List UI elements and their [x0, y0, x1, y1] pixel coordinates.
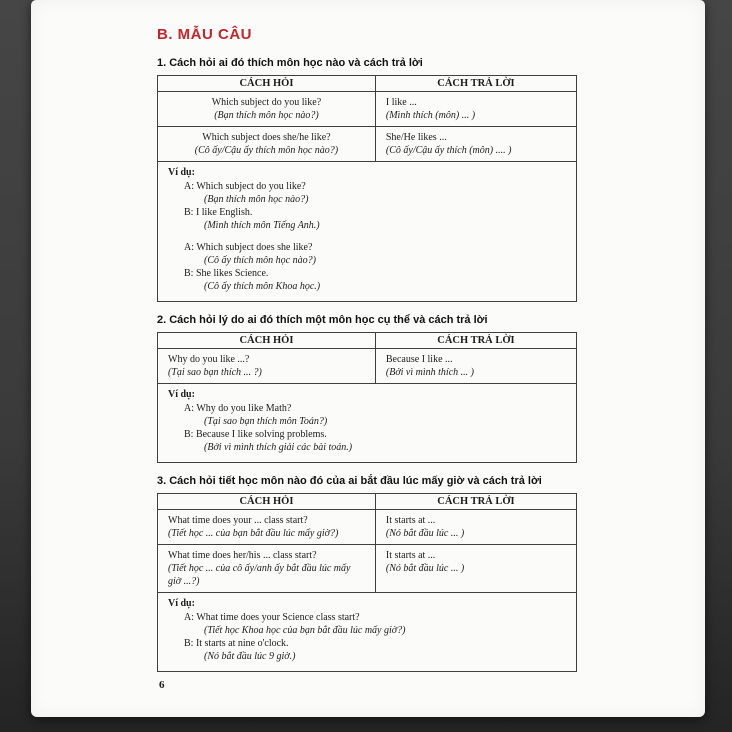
example-dialogue: [168, 180, 566, 232]
section-1-heading: 1. Cách hỏi ai đó thích môn học nào và cách trả lời: [157, 57, 423, 69]
column-header-answer: CÁCH TRẢ LỜI: [375, 76, 576, 92]
answer-vi: (Nó bắt đầu lúc ... ): [385, 563, 465, 574]
page-title: B. MẪU CÂU: [157, 26, 252, 43]
table-row: [158, 510, 577, 545]
example-label: Ví dụ:: [168, 598, 195, 609]
example-label: Ví dụ:: [168, 167, 195, 178]
example-dialogue: [168, 241, 566, 293]
example-row: [158, 593, 577, 672]
table-row: [158, 349, 577, 384]
column-header-question: CÁCH HỎI: [158, 76, 376, 92]
answer-vi: (Nó bắt đầu lúc ... ): [385, 528, 465, 539]
page-content: [31, 0, 587, 672]
example-line: (Cô ấy thích môn học nào?): [204, 255, 316, 266]
example-line: B: It starts at nine o'clock.: [184, 638, 289, 649]
answer-en: It starts at ...: [385, 550, 436, 561]
section-1: [157, 57, 587, 302]
table-header-row: [158, 333, 577, 349]
example-row: [158, 384, 577, 463]
example-line: B: She likes Science.: [184, 268, 269, 279]
section-2-table: [157, 332, 577, 463]
example-line: (Bởi vì mình thích giải các bài toán.): [204, 442, 353, 453]
example-dialogue: [168, 611, 566, 663]
question-vi: (Tiết học ... của cô ấy/anh ấy bắt đầu lúc mấy giờ ...?): [168, 563, 351, 587]
column-header-answer: CÁCH TRẢ LỜI: [375, 333, 576, 349]
answer-en: Because I like ...: [385, 354, 453, 365]
example-cell: [158, 162, 577, 302]
question-cell: [158, 545, 376, 593]
answer-cell: [375, 127, 576, 162]
column-header-question: CÁCH HỎI: [158, 494, 376, 510]
section-3-table: [157, 493, 577, 672]
example-line: B: I like English.: [184, 207, 253, 218]
book-page: [31, 0, 705, 717]
example-line: A: Which subject does she like?: [184, 242, 313, 253]
answer-en: She/He likes ...: [385, 132, 447, 143]
answer-en: It starts at ...: [385, 515, 436, 526]
question-en: Which subject do you like?: [211, 97, 322, 108]
section-3-heading: 3. Cách hỏi tiết học môn nào đó của ai bắt đầu lúc mấy giờ và cách trả lời: [157, 475, 542, 487]
question-en: Which subject does she/he like?: [202, 132, 331, 143]
column-header-question: CÁCH HỎI: [158, 333, 376, 349]
page-number: 6: [159, 679, 165, 691]
question-vi: (Bạn thích môn học nào?): [214, 110, 319, 121]
column-header-answer: CÁCH TRẢ LỜI: [375, 494, 576, 510]
example-label: Ví dụ:: [168, 389, 195, 400]
example-line: (Tiết học Khoa học của bạn bắt đầu lúc mấy giờ?): [204, 625, 406, 636]
section-3: [157, 475, 587, 672]
example-row: [158, 162, 577, 302]
example-line: A: Which subject do you like?: [184, 181, 306, 192]
question-cell: [158, 510, 376, 545]
question-cell: [158, 349, 376, 384]
table-header-row: [158, 494, 577, 510]
example-line: (Mình thích môn Tiếng Anh.): [204, 220, 320, 231]
answer-cell: [375, 92, 576, 127]
answer-vi: (Bởi vì mình thích ... ): [385, 367, 474, 378]
table-row: [158, 92, 577, 127]
question-vi: (Tiết học ... của bạn bắt đầu lúc mấy giờ?): [168, 528, 339, 539]
section-2: [157, 314, 587, 463]
question-en: What time does your ... class start?: [168, 515, 308, 526]
example-line: B: Because I like solving problems.: [184, 429, 327, 440]
answer-vi: (Cô ấy/Cậu ấy thích (môn) .... ): [385, 145, 512, 156]
example-line: (Tại sao bạn thích môn Toán?): [204, 416, 328, 427]
answer-en: I like ...: [385, 97, 417, 108]
question-en: Why do you like ...?: [168, 354, 250, 365]
example-line: (Cô ấy thích môn Khoa học.): [204, 281, 321, 292]
example-line: A: What time does your Science class start?: [184, 612, 360, 623]
table-row: [158, 545, 577, 593]
example-line: A: Why do you like Math?: [184, 403, 292, 414]
example-dialogue: [168, 402, 566, 454]
section-1-table: [157, 75, 577, 302]
answer-cell: [375, 545, 576, 593]
example-line: (Nó bắt đầu lúc 9 giờ.): [204, 651, 296, 662]
example-cell: [158, 384, 577, 463]
question-en: What time does her/his ... class start?: [168, 550, 317, 561]
example-cell: [158, 593, 577, 672]
answer-cell: [375, 349, 576, 384]
question-cell: [158, 127, 376, 162]
answer-cell: [375, 510, 576, 545]
table-row: [158, 127, 577, 162]
example-line: (Bạn thích môn học nào?): [204, 194, 309, 205]
question-cell: [158, 92, 376, 127]
question-vi: (Tại sao bạn thích ... ?): [168, 367, 262, 378]
table-header-row: [158, 76, 577, 92]
question-vi: (Cô ấy/Cậu ấy thích môn học nào?): [194, 145, 339, 156]
answer-vi: (Mình thích (môn) ... ): [385, 110, 476, 121]
section-2-heading: 2. Cách hỏi lý do ai đó thích một môn học cụ thể và cách trả lời: [157, 314, 488, 326]
